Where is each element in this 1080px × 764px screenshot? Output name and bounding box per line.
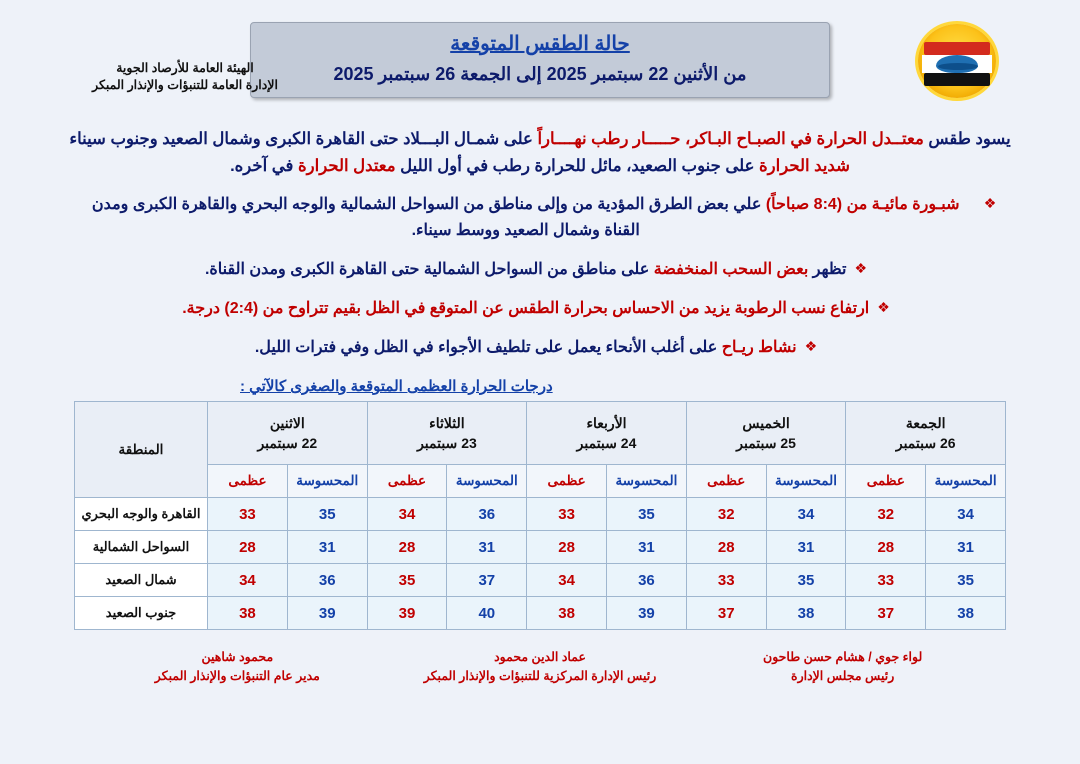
table-row: [75, 597, 1006, 630]
day-name: الثلاثاء: [429, 415, 465, 431]
subheader-feel-friday: المحسوسة: [926, 465, 1006, 498]
row-region-label: جنوب الصعيد: [75, 597, 208, 630]
row-region-label: شمال الصعيد: [75, 564, 208, 597]
table-row: [75, 564, 1006, 597]
bullet-marker-icon: ❖: [854, 260, 868, 276]
cell-feel: 36: [607, 564, 687, 597]
bullet-3-part-1: ارتفاع نسب الرطوبة يزيد من الاحساس بحرارة الطقس عن المتوقع في الظل بقيم تتراوح من: [258, 300, 870, 317]
bullet-list: [52, 192, 1020, 361]
day-date: 23 سبتمبر: [417, 435, 477, 451]
cell-feel: 35: [287, 498, 367, 531]
cell-feel: 31: [926, 531, 1006, 564]
subheader-max-friday: عظمى: [846, 465, 926, 498]
table-subheader-row: [75, 465, 1006, 498]
day-date: 24 سبتمبر: [576, 435, 637, 451]
day-date: 22 سبتمبر: [257, 435, 318, 451]
signature-name: لواء جوي / هشام حسن طاحون: [763, 650, 923, 664]
day-name: الخميس: [742, 415, 790, 431]
day-date: 26 سبتمبر: [895, 435, 956, 451]
intro-paragraph: [52, 126, 1028, 180]
cell-max: 39: [367, 597, 447, 630]
cell-feel: 38: [766, 597, 846, 630]
cell-feel: 40: [447, 597, 527, 630]
cell-feel: 39: [287, 597, 367, 630]
intro-seg-5: شديد الحرارة: [759, 157, 850, 175]
bullet-text: [255, 335, 797, 361]
cell-max: 28: [527, 531, 607, 564]
intro-seg-2: معتــدل الحرارة في الصبـاح البـاكر، حـــــار رطب نهــــاراً: [537, 130, 924, 148]
cell-max: 28: [846, 531, 926, 564]
subheader-feel-monday: المحسوسة: [287, 465, 367, 498]
list-item: [52, 192, 1020, 244]
row-region-label: السواحل الشمالية: [75, 531, 208, 564]
signature-title: رئيس مجلس الإدارة: [791, 669, 895, 683]
cell-max: 34: [367, 498, 447, 531]
intro-seg-1: يسود طقس: [923, 130, 1011, 148]
cell-max: 38: [527, 597, 607, 630]
signature-name: عماد الدين محمود: [494, 650, 586, 664]
cell-feel: 36: [447, 498, 527, 531]
table-header-row: [75, 402, 1006, 465]
bullet-text: [76, 192, 976, 244]
agency-logo-icon: [914, 22, 1002, 102]
bullet-2-part-2: بعض السحب المنخفضة: [653, 261, 809, 278]
cell-max: 33: [686, 564, 766, 597]
cell-feel: 31: [447, 531, 527, 564]
title-box: [250, 22, 830, 98]
signature-block: [86, 648, 994, 686]
signature-title: مدير عام التنبؤات والإنذار المبكر: [154, 669, 320, 683]
bullet-2-part-3: على مناطق من السواحل الشمالية حتى القاهرة الكبرى ومدن القناة.: [204, 261, 654, 278]
bird-icon: [936, 55, 978, 73]
cell-feel: 35: [926, 564, 1006, 597]
cell-feel: 36: [287, 564, 367, 597]
cell-max: 38: [208, 597, 288, 630]
cell-max: 28: [208, 531, 288, 564]
cell-max: 28: [686, 531, 766, 564]
cell-max: 37: [846, 597, 926, 630]
signature-forecast-director: [86, 648, 389, 686]
bullet-2-part-1: تظهر: [808, 261, 847, 278]
signature-title: رئيس الإدارة المركزية للتنبؤات والإنذار المبكر: [423, 669, 657, 683]
bullet-text: [205, 257, 847, 283]
day-header-wednesday: [527, 402, 687, 465]
cell-feel: 35: [607, 498, 687, 531]
flag-band-black: [924, 73, 990, 86]
day-date: 25 سبتمبر: [736, 435, 796, 451]
cell-feel: 31: [287, 531, 367, 564]
cell-max: 35: [367, 564, 447, 597]
table-row: [75, 498, 1006, 531]
bullet-1-part-2: (8:4 صباحاً): [765, 196, 843, 213]
region-column-header: المنطقة: [75, 402, 208, 498]
list-item: [52, 257, 1020, 283]
cell-max: 37: [686, 597, 766, 630]
title-date-range: من الأثنين 22 سبتمبر 2025 إلى الجمعة 26 سبتمبر 2025: [333, 64, 747, 84]
page-title: حالة الطقس المتوقعة: [450, 33, 630, 55]
bullet-4-part-1: نشاط ريـاح: [717, 339, 797, 356]
row-region-label: القاهرة والوجه البحري: [75, 498, 208, 531]
day-header-tuesday: [367, 402, 527, 465]
table-caption: درجات الحرارة العظمى المتوقعة والصغرى كالآتي :: [240, 378, 553, 395]
cell-feel: 38: [926, 597, 1006, 630]
cell-max: 33: [846, 564, 926, 597]
temperature-table-wrapper: [74, 401, 1006, 630]
subheader-max-tuesday: عظمى: [367, 465, 447, 498]
cell-feel: 34: [926, 498, 1006, 531]
day-name: الجمعة: [905, 415, 946, 431]
bullet-text: [182, 296, 869, 322]
cell-feel: 34: [766, 498, 846, 531]
cell-feel: 31: [766, 531, 846, 564]
cell-max: 32: [686, 498, 766, 531]
day-header-monday: [208, 402, 368, 465]
cell-feel: 37: [447, 564, 527, 597]
signature-name: محمود شاهين: [201, 650, 274, 664]
bullet-marker-icon: ❖: [804, 338, 818, 354]
day-name: الاثنين: [269, 415, 305, 431]
cell-max: 32: [846, 498, 926, 531]
cell-max: 33: [208, 498, 288, 531]
subheader-feel-tuesday: المحسوسة: [447, 465, 527, 498]
cell-feel: 31: [607, 531, 687, 564]
org-line-2: الإدارة العامة للتنبؤات والإنذار المبكر: [92, 78, 278, 92]
day-header-thursday: [686, 402, 846, 465]
intro-seg-8: في آخره.: [230, 157, 299, 175]
flag-band-red: [924, 42, 990, 55]
cell-max: 33: [527, 498, 607, 531]
cell-max: 34: [208, 564, 288, 597]
subheader-max-wednesday: عظمى: [527, 465, 607, 498]
bullet-3-part-2: (2:4) درجة.: [182, 300, 259, 317]
subheader-max-thursday: عظمى: [686, 465, 766, 498]
cell-max: 28: [367, 531, 447, 564]
organization-name: [60, 60, 310, 94]
intro-seg-7: معتدل الحرارة: [298, 157, 396, 175]
day-name: الأربعاء: [586, 415, 627, 431]
bullet-marker-icon: ❖: [983, 195, 997, 211]
signature-central-head: [389, 648, 692, 686]
cell-feel: 39: [607, 597, 687, 630]
list-item: [52, 335, 1020, 361]
list-item: [52, 296, 1020, 322]
table-row: [75, 531, 1006, 564]
bullet-1-part-1: شبـورة مائيـة من: [842, 196, 960, 213]
report-header: [0, 0, 1080, 118]
intro-seg-4: وجنوب سيناء: [69, 130, 158, 148]
subheader-feel-thursday: المحسوسة: [766, 465, 846, 498]
subheader-feel-wednesday: المحسوسة: [607, 465, 687, 498]
temperature-table: [74, 401, 1006, 630]
bullet-4-part-2: على أغلب الأنحاء يعمل على تلطيف الأجواء في الظل وفي فترات الليل.: [254, 339, 718, 356]
bullet-marker-icon: ❖: [877, 299, 890, 315]
signature-chairman: [691, 648, 994, 686]
bullet-1-part-3: علي بعض الطرق المؤدية من وإلى مناطق من السواحل الشمالية والوجه البحري والقاهرة الكبرى ومدن القناة وشمال الصعيد ووسط سيناء.: [91, 196, 766, 239]
subheader-max-monday: عظمى: [208, 465, 288, 498]
day-header-friday: [846, 402, 1006, 465]
intro-seg-6: على جنوب الصعيد، مائل للحرارة رطب في أول الليل: [395, 157, 760, 175]
intro-seg-3: على شمـال البـــلاد حتى القاهرة الكبرى وشمال الصعيد: [162, 130, 538, 148]
cell-feel: 35: [766, 564, 846, 597]
org-line-1: الهيئة العامة للأرصاد الجوية: [116, 61, 254, 75]
cell-max: 34: [527, 564, 607, 597]
